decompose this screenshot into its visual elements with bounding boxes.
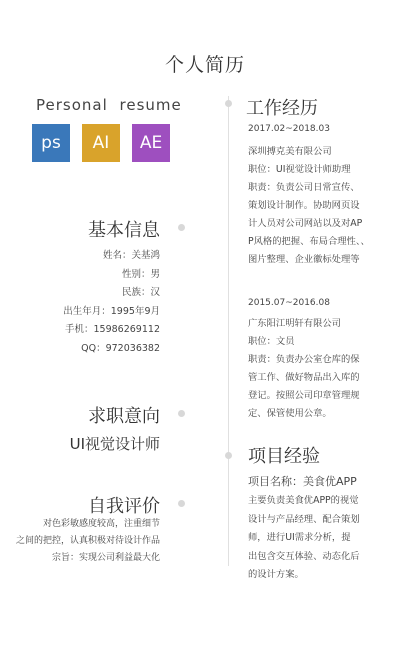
basic-info-birth: 出生年月：1995年9月: [63, 305, 160, 317]
job-1-line: 计人员对公司网站以及对AP: [248, 218, 363, 229]
job-1-line: P风格的把握、布局合理性、、: [248, 236, 370, 247]
page-title: 个人简历: [164, 54, 245, 76]
self-eval-text: [16, 516, 160, 567]
job-2-period: 2015.07~2016.08: [248, 298, 330, 308]
basic-info-phone: 手机：15986269112: [65, 324, 160, 335]
basic-section-title: 基本信息: [88, 220, 160, 241]
project-line: 师，进行UI需求分析，提: [248, 532, 351, 543]
intent-value: UI视觉设计师: [69, 435, 160, 453]
project-line: 的设计方案。: [248, 569, 304, 580]
ps-badge-label: ps: [41, 133, 61, 153]
intent-section-title: 求职意向: [88, 406, 160, 427]
project-name: 项目名称：美食优APP: [248, 475, 357, 488]
timeline-dot-basic: [178, 224, 185, 231]
job-1-period: 2017.02~2018.03: [248, 124, 330, 134]
ai-badge-label: AI: [92, 133, 110, 153]
job-1-line: 图片整理、企业徽标处理等: [248, 254, 360, 265]
basic-info-qq: QQ：972036382: [81, 342, 160, 354]
timeline-dot-intent: [178, 410, 185, 417]
job-2-company: 广东阳江明轩有限公司: [248, 318, 341, 329]
timeline-dot-project: [225, 452, 232, 459]
timeline-line: [228, 96, 229, 566]
basic-info-list: [63, 247, 160, 358]
job-2-line: 定、保管使用公章。: [248, 408, 332, 419]
job-1-line: 职位：UI视觉设计师助理: [248, 164, 351, 175]
job-2-line: 职位：文员: [248, 336, 295, 347]
job-2-line: 职责：负责办公室仓库的保: [248, 354, 360, 365]
project-line: 主要负责美食优APP的视觉: [248, 495, 359, 506]
job-2-line: 管工作、做好物品出入库的: [248, 372, 360, 383]
self-eval-section-title: 自我评价: [88, 496, 160, 517]
ae-badge: [132, 124, 170, 162]
basic-info-gender: 性别：男: [121, 268, 160, 280]
work-section-title: 工作经历: [246, 98, 318, 119]
self-eval-line: 宗旨：实现公司利益最大化: [51, 553, 160, 563]
job-1-line: 职责：负责公司日常宣传、: [248, 182, 360, 193]
project-line: 设计与产品经理、配合策划: [248, 513, 360, 525]
timeline-dot-self: [178, 500, 185, 507]
job-2: [248, 298, 360, 423]
project-line: 出包含交互体验、动态化后: [248, 550, 360, 562]
ai-badge: [82, 124, 120, 162]
job-2-line: 登记。按照公司印章管理规: [248, 390, 360, 401]
personal-resume-heading: Personal resume: [36, 96, 182, 114]
timeline-dot-work: [225, 100, 232, 107]
project-section-title: 项目经验: [248, 446, 320, 467]
project-details: [248, 472, 360, 585]
ae-badge-label: AE: [139, 133, 163, 153]
self-eval-line: 之间的把控，认真积极对待设计作品: [15, 536, 160, 546]
job-1: [248, 124, 370, 269]
basic-info-name: 姓名：关基鸿: [102, 250, 160, 261]
basic-info-ethnicity: 民族：汉: [121, 287, 160, 298]
self-eval-line: 对色彩敏感度较高，注重细节: [42, 519, 160, 529]
job-1-company: 深圳搏克美有限公司: [248, 146, 332, 157]
job-1-line: 策划设计制作。协助网页设: [248, 200, 360, 211]
ps-badge: [32, 124, 70, 162]
